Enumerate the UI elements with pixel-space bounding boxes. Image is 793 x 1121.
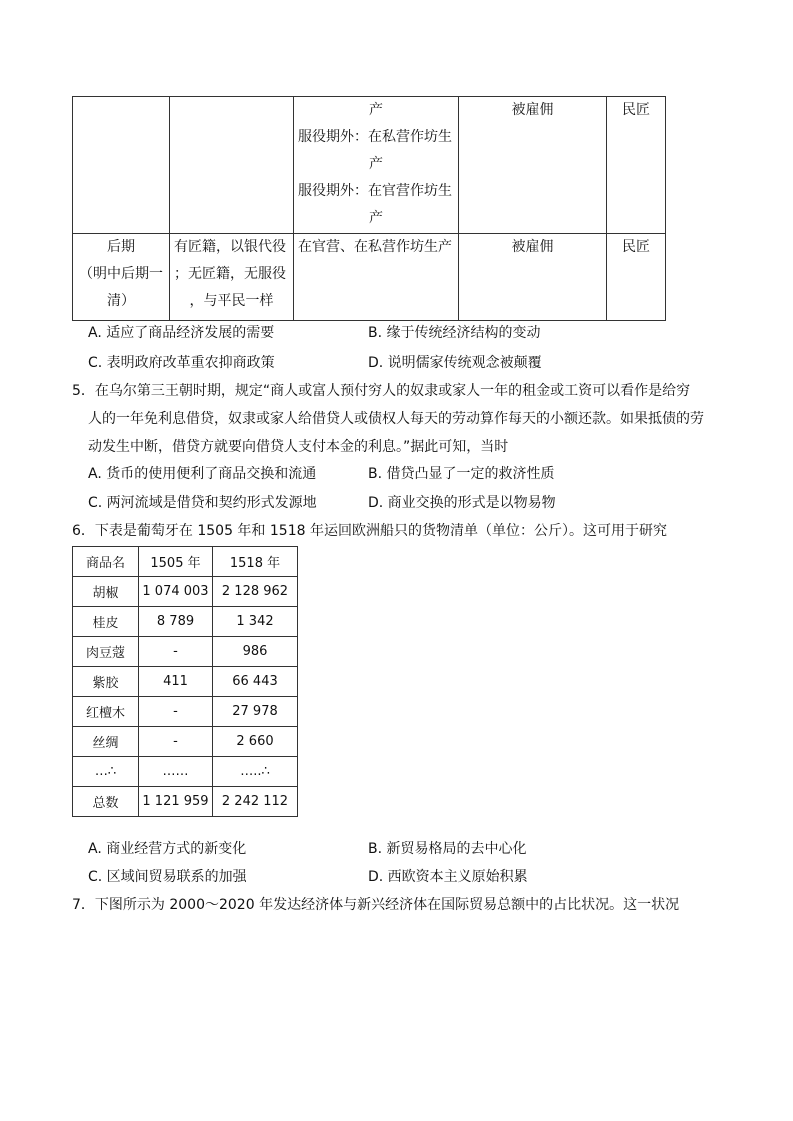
q6-stem: 6．下表是葡萄牙在 1505 年和 1518 年运回欧洲船只的货物清单（单位：公斤）。这可用于研究 — [72, 523, 667, 539]
table-row — [73, 607, 298, 637]
table-cell: 1 121 959 — [139, 787, 213, 817]
artisan-table — [72, 96, 666, 321]
q6-option-b[interactable]: B. 新贸易格局的去中心化 — [368, 841, 527, 857]
table-cell: 27 978 — [213, 697, 298, 727]
q5-option-c[interactable]: C. 两河流域是借贷和契约形式发源地 — [88, 495, 317, 511]
cell-line: 有匠籍，以银代役 — [174, 239, 286, 255]
cell-line: 服役期外：在私营作坊生 — [298, 129, 452, 145]
table-row — [73, 97, 666, 234]
q5-stem-line-1: 5．在乌尔第三王朝时期，规定“商人或富人预付穷人的奴隶或家人一年的租金或工资可以看作是给穷 — [72, 383, 691, 399]
table-row — [73, 577, 298, 607]
q4-option-c[interactable]: C. 表明政府改革重农抑商政策 — [88, 355, 275, 371]
table-row — [73, 637, 298, 667]
q6-option-d[interactable]: D. 西欧资本主义原始积累 — [368, 869, 528, 885]
table-cell: 胡椒 — [73, 577, 139, 607]
table-row — [73, 757, 298, 787]
cell-text: 被雇佣 — [511, 239, 554, 255]
q5-stem-line-2: 人的一年免利息借贷，奴隶或家人给借贷人或债权人每天的劳动算作每天的小额还款。如果抵债的劳 — [88, 411, 704, 427]
table-cell — [170, 97, 294, 234]
q5-option-a[interactable]: A. 货币的使用便利了商品交换和流通 — [88, 466, 317, 482]
cell-text: 民匠 — [622, 239, 650, 255]
table-header-row — [73, 547, 298, 577]
table-cell: - — [139, 697, 213, 727]
table-row — [73, 234, 666, 321]
table-cell: - — [139, 637, 213, 667]
table-cell — [607, 234, 666, 321]
q6-option-c[interactable]: C. 区域间贸易联系的加强 — [88, 869, 247, 885]
table-row — [73, 667, 298, 697]
cell-line: 产 — [369, 156, 383, 172]
table-cell — [459, 234, 607, 321]
cell-line: 产 — [369, 102, 383, 118]
table-cell: 1 074 003 — [139, 577, 213, 607]
cell-line: ，与平民一样 — [189, 293, 274, 309]
table-cell — [73, 234, 170, 321]
cell-line: 清） — [107, 293, 135, 309]
table-cell — [607, 97, 666, 234]
table-cell: …… — [139, 757, 213, 787]
table-cell: 2 242 112 — [213, 787, 298, 817]
table-cell: 986 — [213, 637, 298, 667]
table-cell: 紫胶 — [73, 667, 139, 697]
cell-line: 服役期外：在官营作坊生 — [298, 183, 452, 199]
q6-option-a[interactable]: A. 商业经营方式的新变化 — [88, 841, 247, 857]
table-cell — [73, 97, 170, 234]
column-header: 1518 年 — [213, 547, 298, 577]
column-header: 商品名 — [73, 547, 139, 577]
q4-option-d[interactable]: D. 说明儒家传统观念被颠覆 — [368, 355, 542, 371]
table-cell — [459, 97, 607, 234]
q5-option-b[interactable]: B. 借贷凸显了一定的救济性质 — [368, 466, 555, 482]
table-cell: 66 443 — [213, 667, 298, 697]
table-cell: …∴ — [73, 757, 139, 787]
table-cell: 1 342 — [213, 607, 298, 637]
cell-line: ；无匠籍，无服役 — [174, 266, 286, 282]
table-cell: 红檀木 — [73, 697, 139, 727]
column-header: 1505 年 — [139, 547, 213, 577]
table-cell — [294, 234, 459, 321]
q7-stem: 7．下图所示为 2000～2020 年发达经济体与新兴经济体在国际贸易总额中的占比状况。这一状况 — [72, 897, 680, 913]
cell-line: 产 — [369, 210, 383, 226]
table-cell: 411 — [139, 667, 213, 697]
q4-option-b[interactable]: B. 缘于传统经济结构的变动 — [368, 325, 541, 341]
table-cell: …..∴ — [213, 757, 298, 787]
table-cell: - — [139, 727, 213, 757]
q5-stem-line-3: 动发生中断，借贷方就要向借贷人支付本金的利息。”据此可知，当时 — [88, 439, 509, 455]
cell-text: 民匠 — [622, 102, 650, 118]
table-cell: 丝绸 — [73, 727, 139, 757]
table-cell: 8 789 — [139, 607, 213, 637]
cell-line: （明中后期一 — [79, 266, 163, 282]
q5-option-d[interactable]: D. 商业交换的形式是以物易物 — [368, 495, 556, 511]
cell-text: 被雇佣 — [511, 102, 554, 118]
cell-text: 在官营、在私营作坊生产 — [298, 239, 452, 255]
table-cell: 2 660 — [213, 727, 298, 757]
table-row — [73, 787, 298, 817]
cell-line: 后期 — [107, 239, 135, 255]
q4-option-a[interactable]: A. 适应了商品经济发展的需要 — [88, 325, 275, 341]
table-row — [73, 697, 298, 727]
table-cell: 桂皮 — [73, 607, 139, 637]
table-cell — [170, 234, 294, 321]
table-cell: 肉豆蔻 — [73, 637, 139, 667]
table-row — [73, 727, 298, 757]
table-cell: 2 128 962 — [213, 577, 298, 607]
goods-table — [72, 546, 298, 817]
table-cell: 总数 — [73, 787, 139, 817]
table-cell — [294, 97, 459, 234]
